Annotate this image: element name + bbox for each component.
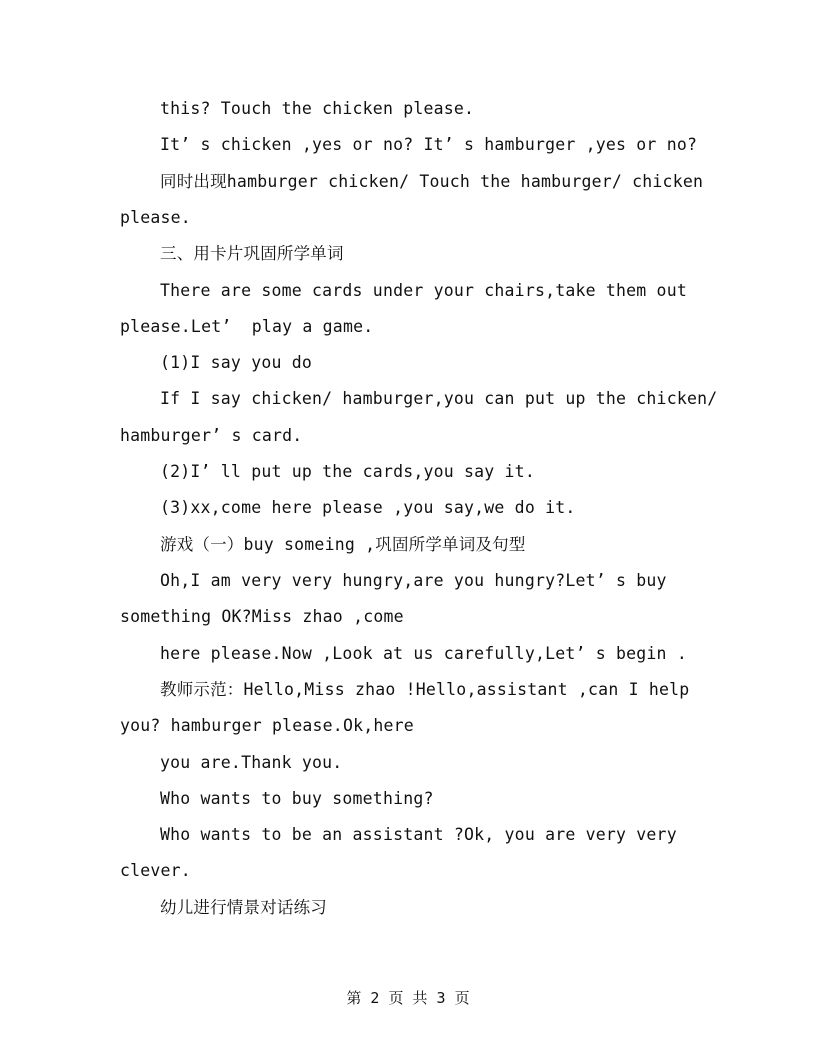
- text-line: There are some cards under your chairs,take them out: [160, 281, 687, 300]
- section-heading: 三、用卡片巩固所学单词: [160, 244, 344, 263]
- text-line: Who wants to buy something?: [160, 789, 434, 808]
- text-line: (3)xx,come here please ,you say,we do it.: [160, 498, 576, 517]
- text-line: please.Let’ play a game.: [120, 317, 374, 336]
- text-line: 教师示范：Hello,Miss zhao !Hello,assistant ,can I help: [160, 680, 690, 699]
- text-line: 幼儿进行情景对话练习: [160, 898, 327, 917]
- text-line: (1)I say you do: [160, 353, 313, 372]
- page-number-footer: 第 2 页 共 3 页: [346, 989, 470, 1007]
- text-line: you? hamburger please.Ok,here: [120, 716, 414, 735]
- text-line: clever.: [120, 861, 191, 880]
- text-line: something OK?Miss zhao ,come: [120, 607, 404, 626]
- text-line: If I say chicken/ hamburger,you can put up the chicken/: [160, 389, 718, 408]
- text-line: 同时出现hamburger chicken/ Touch the hamburger/ chicken: [160, 172, 704, 191]
- text-line: here please.Now ,Look at us carefully,Let’ s begin .: [160, 644, 687, 663]
- text-line: hamburger’ s card.: [120, 426, 303, 445]
- text-line: Oh,I am very very hungry,are you hungry?Let’ s buy: [160, 571, 667, 590]
- text-line: you are.Thank you.: [160, 753, 343, 772]
- text-line: 游戏（一）buy someing ,巩固所学单词及句型: [160, 535, 526, 554]
- text-line: this? Touch the chicken please.: [160, 99, 475, 118]
- text-line: It’ s chicken ,yes or no? It’ s hamburger ,yes or no?: [160, 135, 698, 154]
- text-line: (2)I’ ll put up the cards,you say it.: [160, 462, 535, 481]
- text-line: please.: [120, 208, 191, 227]
- text-line: Who wants to be an assistant ?Ok, you are very very: [160, 825, 677, 844]
